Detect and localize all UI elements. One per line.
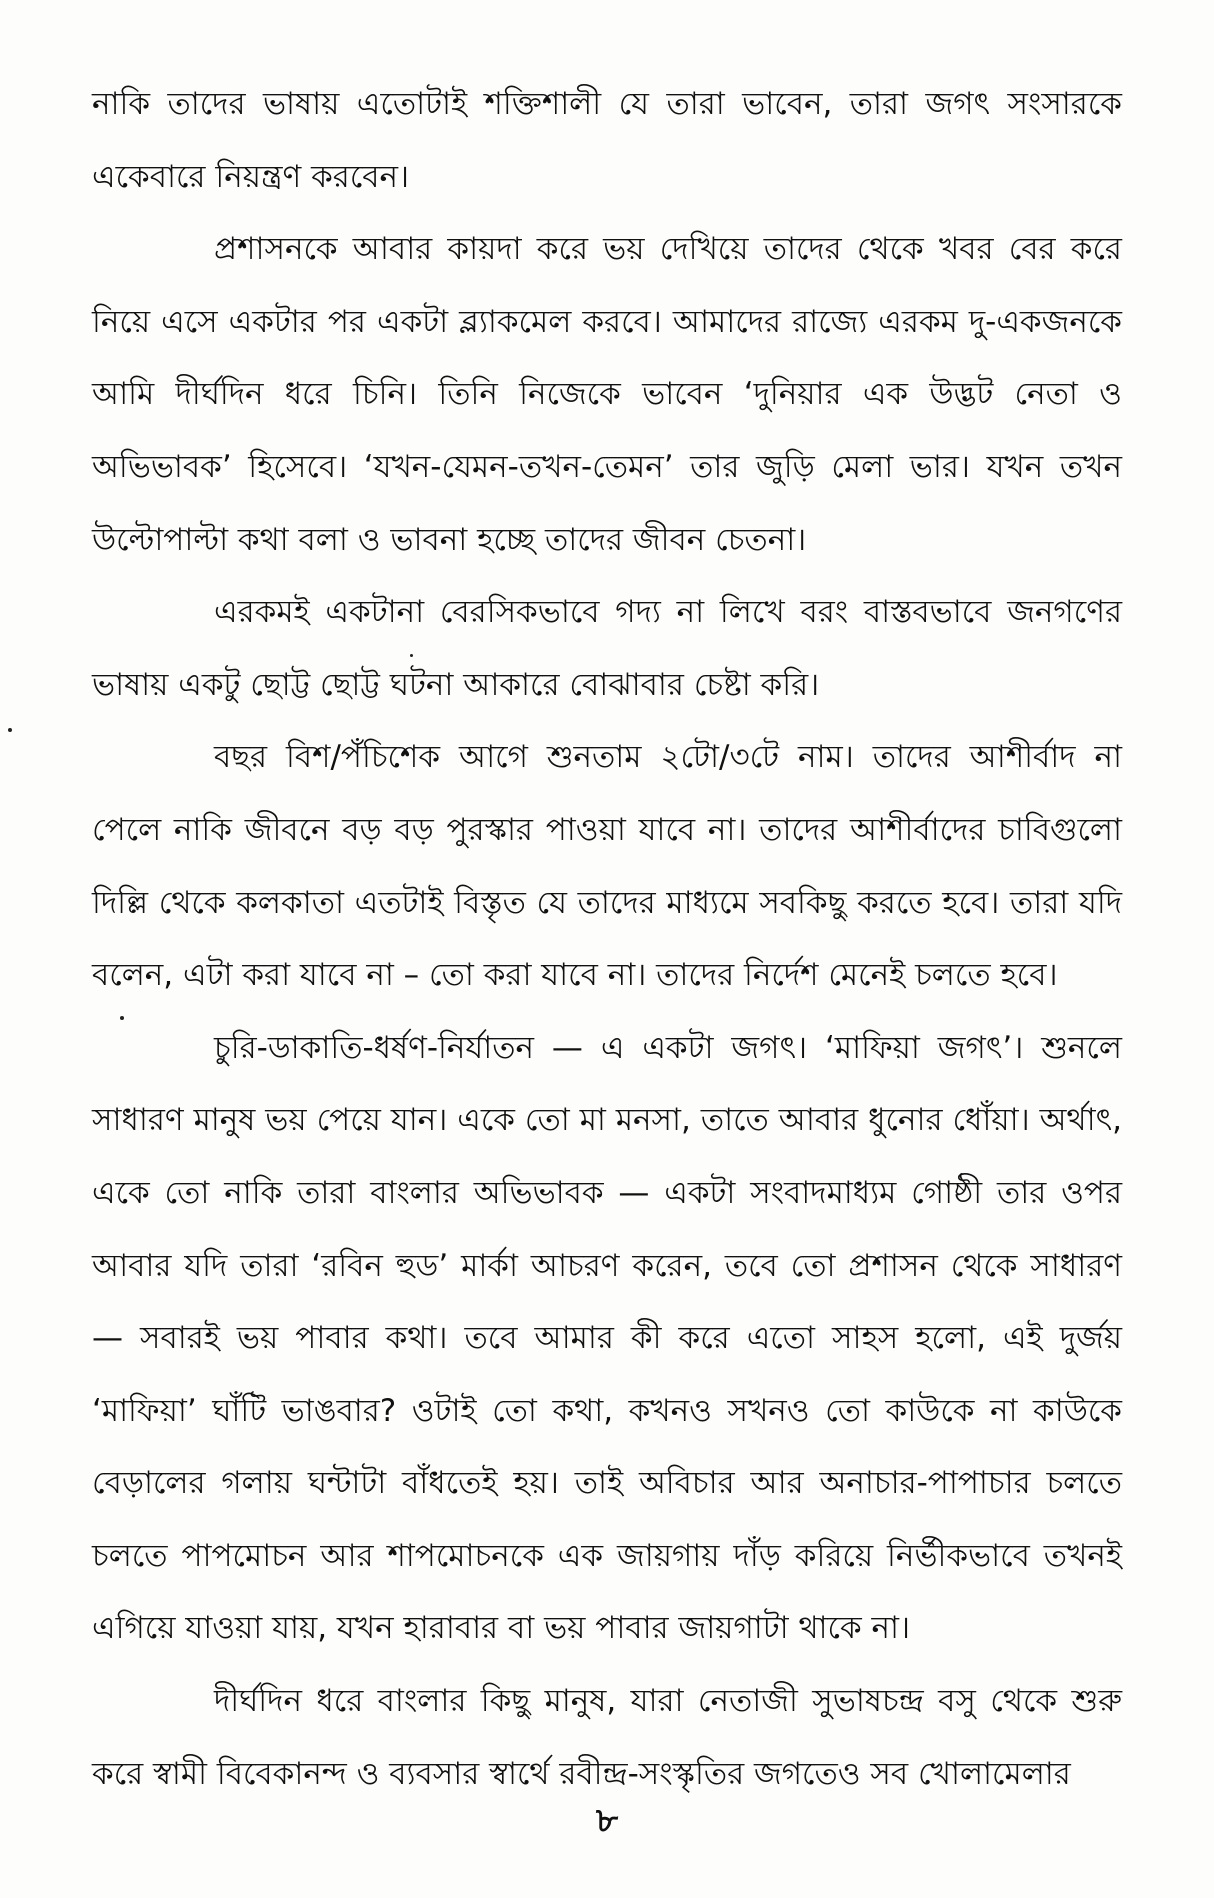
paragraph-3: এরকমই একটানা বেরসিকভাবে গদ্য না লিখে বরং বাস্তবভাবে জনগণের ভাষায় একটু ছোট্ট ছোট্ট ঘটনা আকারে বোঝাবার চেষ্টা করি।	[92, 594, 1122, 703]
paragraph-1: নাকি তাদের ভাষায় এতোটাই শক্তিশালী যে তারা ভাবেন, তারা জগৎ সংসারকে একেবারে নিয়ন্ত্রণ করবেন।	[92, 86, 1122, 195]
body-text	[92, 68, 1122, 1810]
scan-speck	[120, 1016, 124, 1020]
scan-speck	[410, 654, 413, 657]
paragraph-2: প্রশাসনকে আবার কায়দা করে ভয় দেখিয়ে তাদের থেকে খবর বের করে নিয়ে এসে একটার পর একটা ব্ল্যাকমেল করবে। আমাদের রাজ্যে এরকম দু-একজনকে আমি দীর্ঘদিন ধরে চিনি। তিনি নিজেকে ভাবেন ‘দুনিয়ার এক উদ্ভট নেতা ও অভিভাবক’ হিসেবে। ‘যখন-যেমন-তখন-তেমন’ তার জুড়ি মেলা ভার। যখন তখন উল্টোপাল্টা কথা বলা ও ভাবনা হচ্ছে তাদের জীবন চেতনা।	[92, 231, 1122, 558]
paragraph-6: দীর্ঘদিন ধরে বাংলার কিছু মানুষ, যারা নেতাজী সুভাষচন্দ্র বসু থেকে শুরু করে স্বামী বিবেকানন্দ ও ব্যবসার স্বার্থে রবীন্দ্র-সংস্কৃতির জগতেও সব খোলামেলার	[92, 1683, 1122, 1792]
page-number: ৮	[595, 1801, 619, 1841]
paragraph-4: বছর বিশ/পঁচিশেক আগে শুনতাম ২টো/৩টে নাম। তাদের আশীর্বাদ না পেলে নাকি জীবনে বড় বড় পুরস্কার পাওয়া যাবে না। তাদের আশীর্বাদের চাবিগুলো দিল্লি থেকে কলকাতা এতটাই বিস্তৃত যে তাদের মাধ্যমে সবকিছু করতে হবে। তারা যদি বলেন, এটা করা যাবে না – তো করা যাবে না। তাদের নির্দেশ মেনেই চলতে হবে।	[92, 739, 1122, 994]
paragraph-5: চুরি-ডাকাতি-ধর্ষণ-নির্যাতন — এ একটা জগৎ। ‘মাফিয়া জগৎ’। শুনলে সাধারণ মানুষ ভয় পেয়ে যান। একে তো মা মনসা, তাতে আবার ধুনোর ধোঁয়া। অর্থাৎ, একে তো নাকি তারা বাংলার অভিভাবক — একটা সংবাদমাধ্যম গোষ্ঠী তার ওপর আবার যদি তারা ‘রবিন হুড’ মার্কা আচরণ করেন, তবে তো প্রশাসন থেকে সাধারণ — সবারই ভয় পাবার কথা। তবে আমার কী করে এতো সাহস হলো, এই দুর্জয় ‘মাফিয়া’ ঘাঁটি ভাঙবার? ওটাই তো কথা, কখনও সখনও তো কাউকে না কাউকে বেড়ালের গলায় ঘন্টাটা বাঁধতেই হয়। তাই অবিচার আর অনাচার-পাপাচার চলতে চলতে পাপমোচন আর শাপমোচনকে এক জায়গায় দাঁড় করিয়ে নির্ভীকভাবে তখনই এগিয়ে যাওয়া যায়, যখন হারাবার বা ভয় পাবার জায়গাটা থাকে না।	[92, 1029, 1122, 1647]
scan-speck	[8, 728, 12, 732]
